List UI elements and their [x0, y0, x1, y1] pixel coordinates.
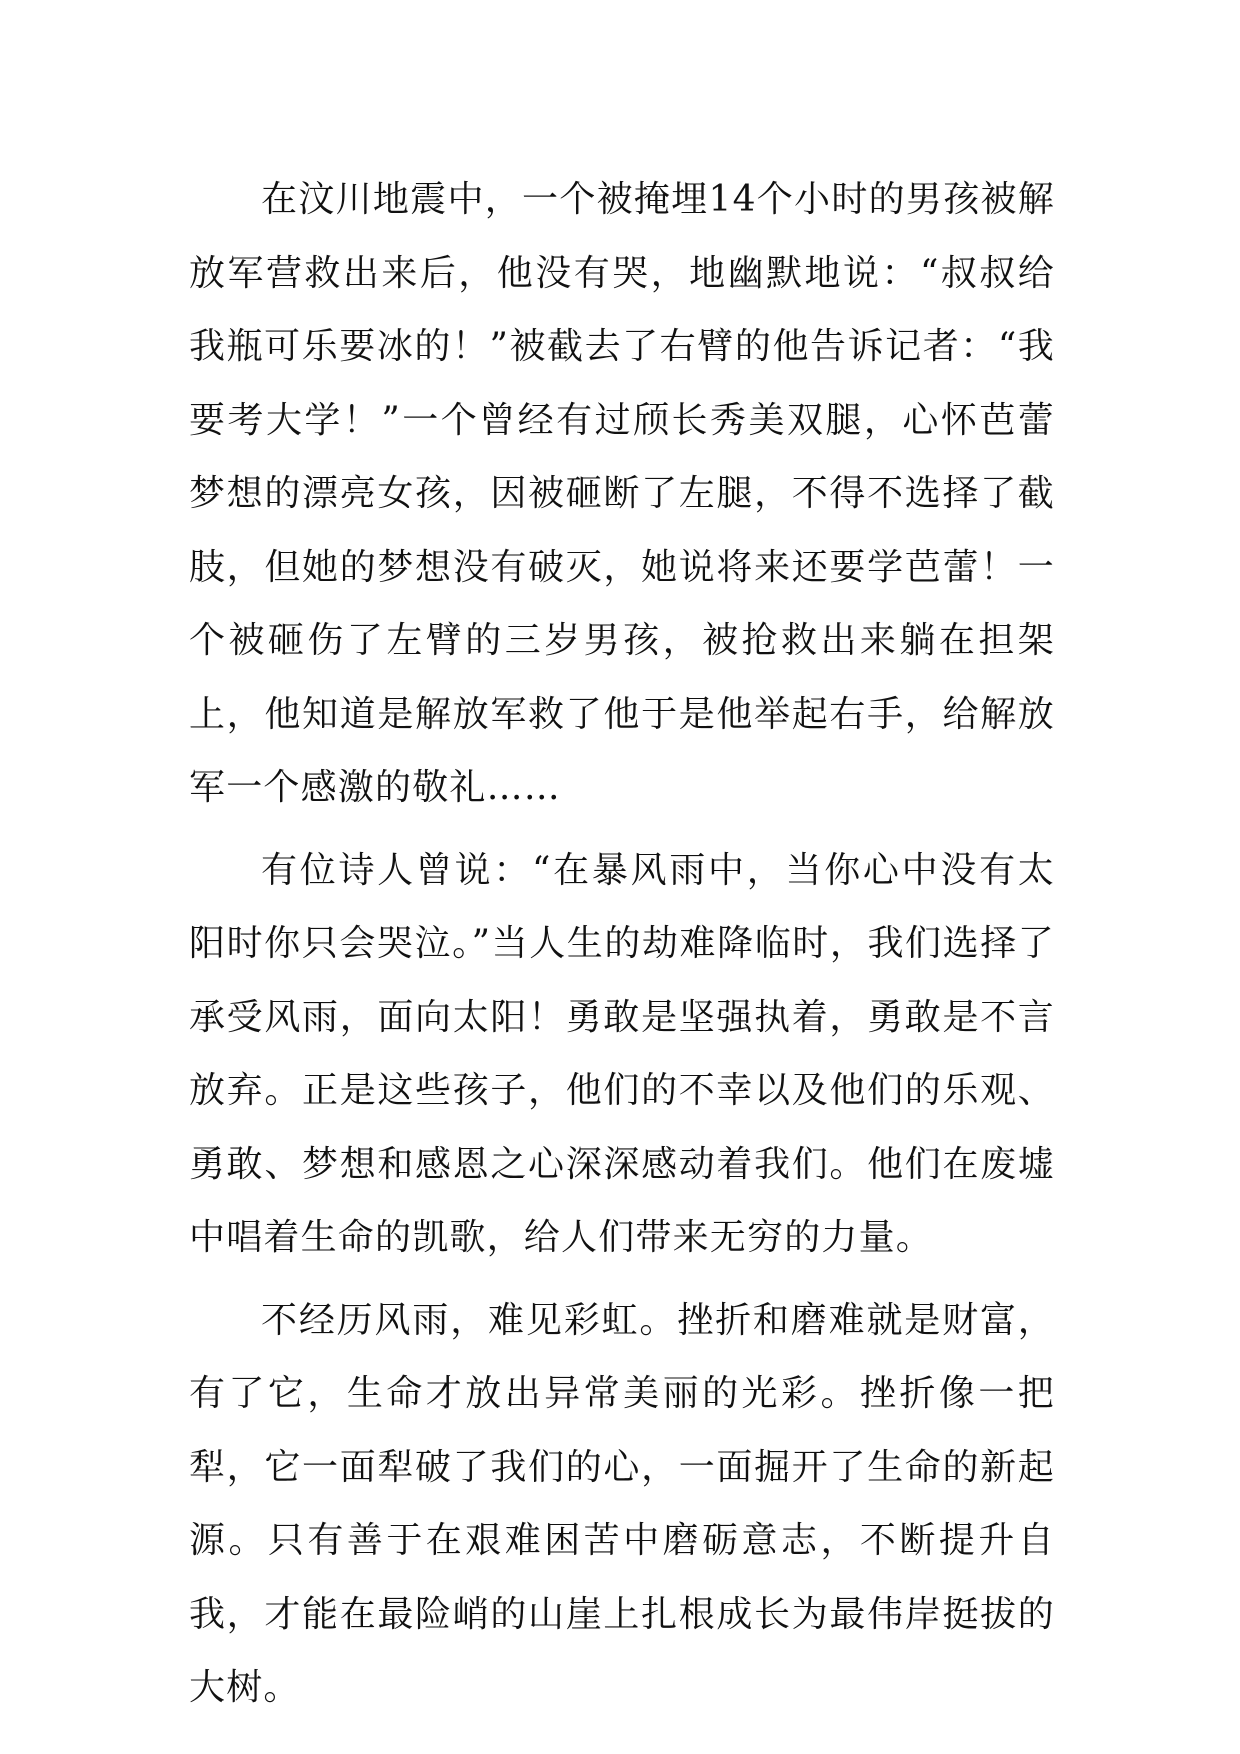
paragraph-adversity-rainbow: 不经历风雨，难见彩虹。挫折和磨难就是财富，有了它，生命才放出异常美丽的光彩。挫折像一把犁，它一面犁破了我们的心，一面掘开了生命的新起源。只有善于在艰难困苦中磨砺意志，不断提升自我，才能在最险峭的山崖上扎根成长为最伟岸挺拔的大树。: [189, 1299, 1055, 1708]
paragraph-wenchuan-children: 在汶川地震中，一个被掩埋14个小时的男孩被解放军营救出来后，他没有哭，地幽默地说：“叔叔给我瓶可乐要冰的！”被截去了右臂的他告诉记者：“我要考大学！”一个曾经有过颀长秀美双腿，心怀芭蕾梦想的漂亮女孩，因被砸断了左腿，不得不选择了截肢，但她的梦想没有破灭，她说将来还要学芭蕾！一个被砸伤了左臂的三岁男孩，被抢救出来躺在担架上，他知道是解放军救了他于是他举起右手，给解放军一个感激的敬礼……: [189, 179, 1055, 808]
document-body: [189, 163, 1055, 1725]
paragraph-poet-quote: 有位诗人曾说：“在暴风雨中，当你心中没有太阳时你只会哭泣。”当人生的劫难降临时，我们选择了承受风雨，面向太阳！勇敢是坚强执着，勇敢是不言放弃。正是这些孩子，他们的不幸以及他们的乐观、勇敢、梦想和感恩之心深深感动着我们。他们在废墟中唱着生命的凯歌，给人们带来无穷的力量。: [189, 849, 1055, 1258]
